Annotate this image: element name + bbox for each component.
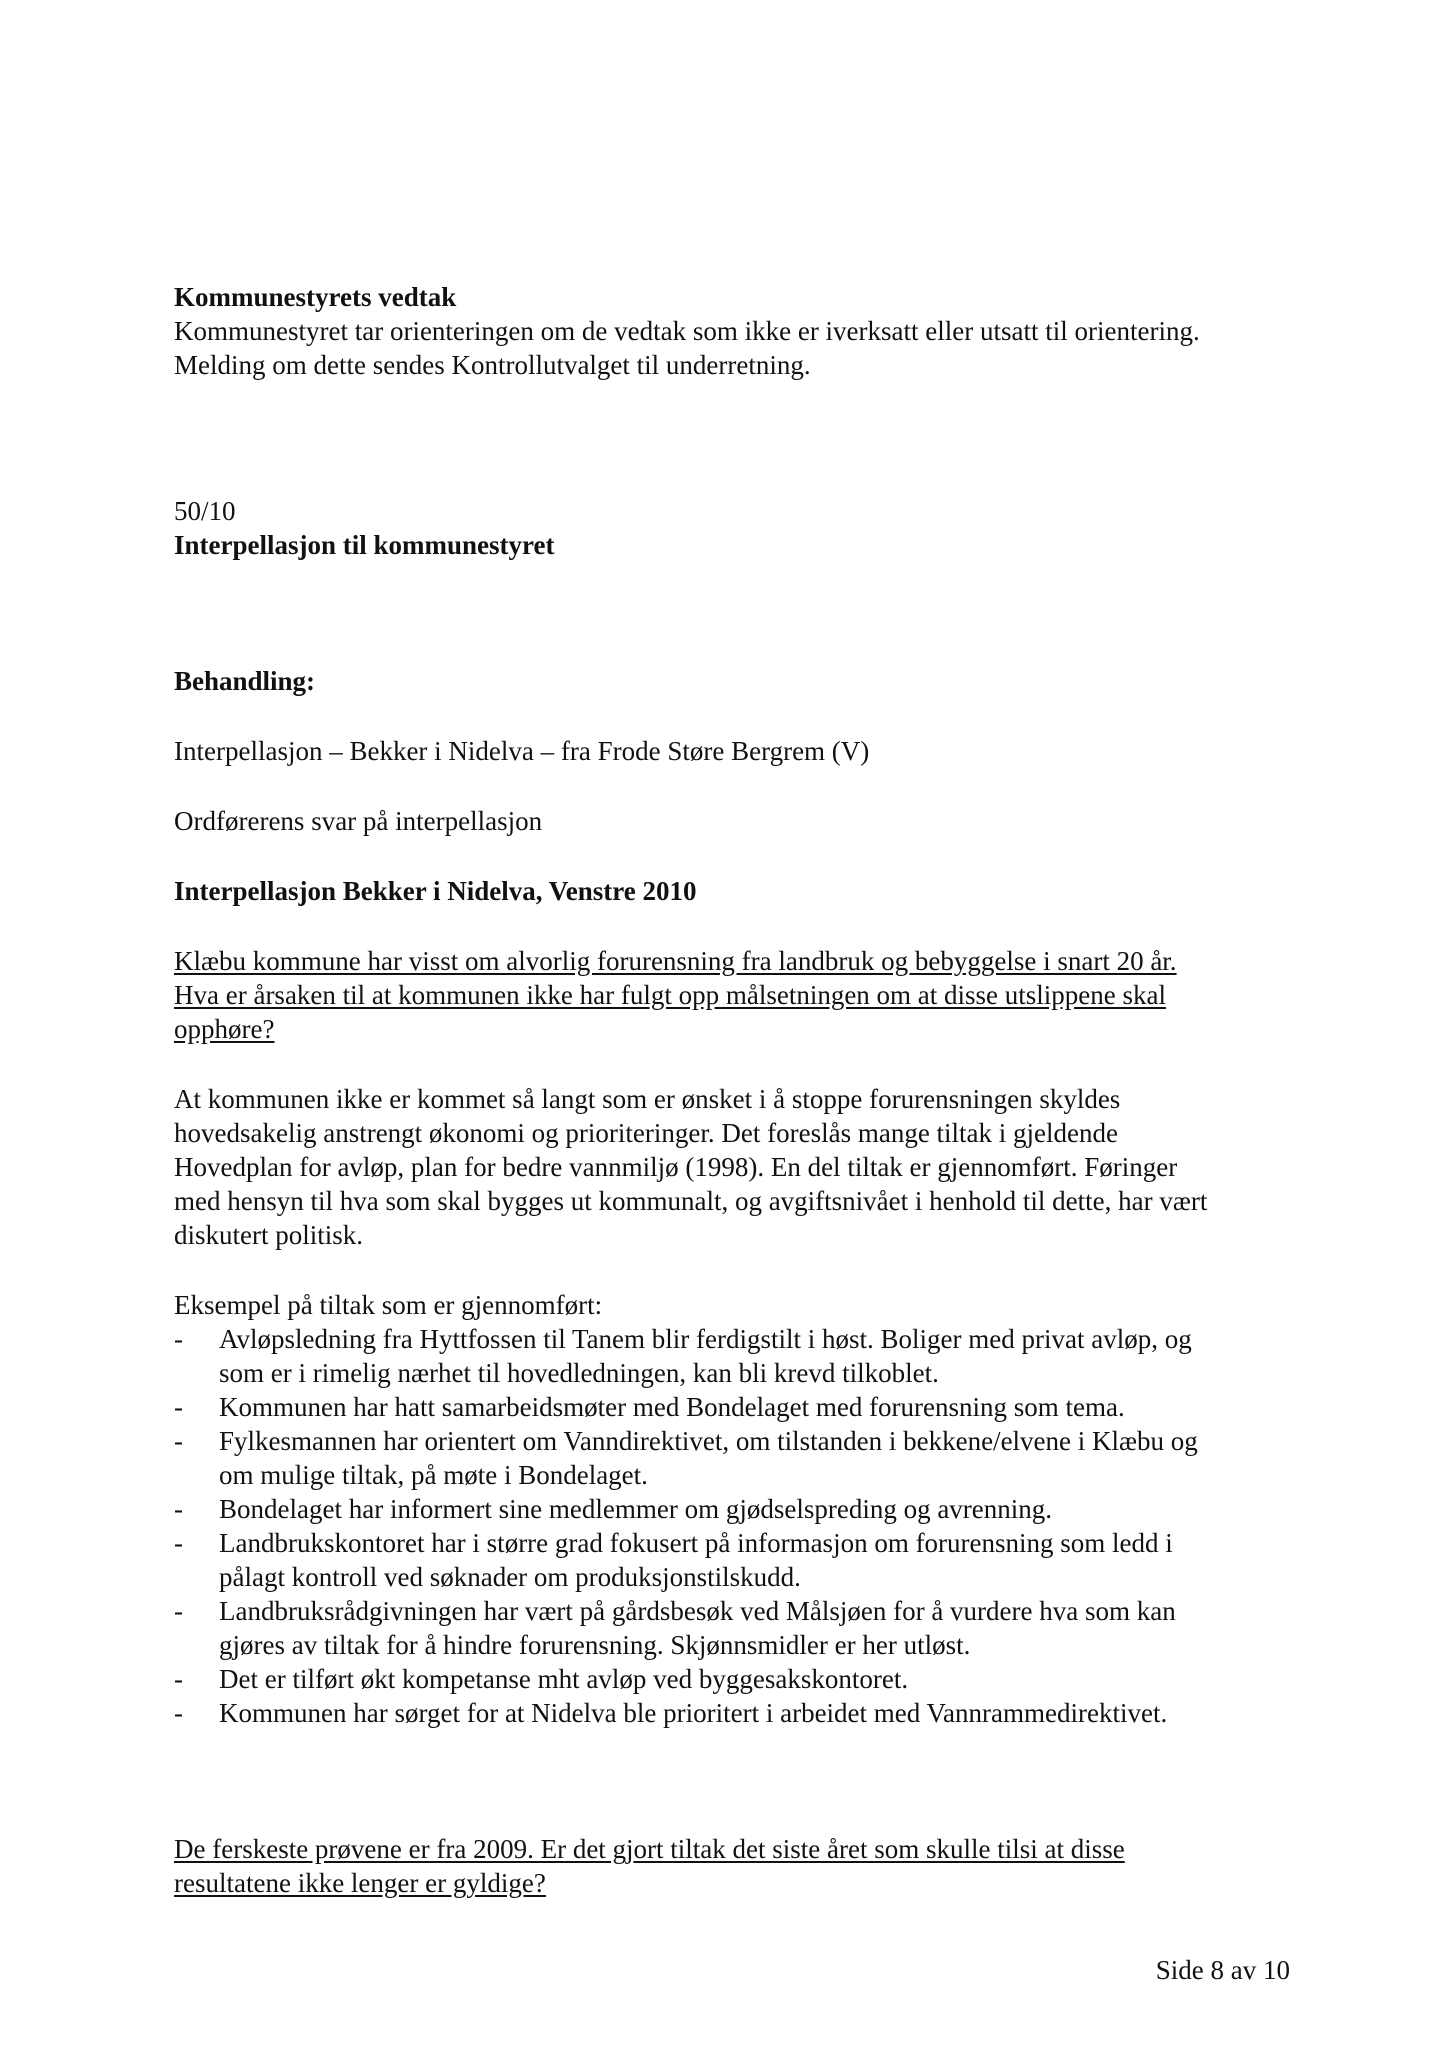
list-item-line: Kommunen har sørget for at Nidelva ble prioritert i arbeidet med Vannrammedirektivet. [219,1698,1168,1728]
case-number: 50/10 [174,496,236,526]
list-item-line: Bondelaget har informert sine medlemmer om gjødselspreding og avrenning. [219,1494,1053,1524]
list-item [174,1526,1294,1594]
spacer [174,768,1294,804]
spacer [174,908,1294,944]
page-content [174,280,1294,1900]
vedtak-line-2: Melding om dette sendes Kontrollutvalget til underretning. [174,350,811,380]
spacer [174,838,1294,874]
question-2 [174,1832,1294,1900]
question-2-line: De ferskeste prøvene er fra 2009. Er det gjort tiltak det siste året som skulle tilsi at disse [174,1834,1125,1864]
list-item-line: om mulige tiltak, på møte i Bondelaget. [219,1460,648,1490]
vedtak-line-1: Kommunestyret tar orienteringen om de vedtak som ikke er iverksatt eller utsatt til orientering. [174,316,1200,346]
spacer [174,1252,1294,1288]
answer-1-line: diskutert politisk. [174,1220,363,1250]
dash-bullet: - [174,1664,183,1694]
question-1-line: Klæbu kommune har visst om alvorlig forurensning fra landbruk og bebyggelse i snart 20 år. [174,946,1177,976]
list-item [174,1322,1294,1390]
list-item [174,1662,1294,1696]
list-item [174,1390,1294,1424]
answer-1-line: med hensyn til hva som skal bygges ut kommunalt, og avgiftsnivået i henhold til dette, har vært [174,1186,1208,1216]
answer-1 [174,1082,1294,1252]
interpellation-intro: Interpellasjon – Bekker i Nidelva – fra Frode Støre Bergrem (V) [174,736,870,766]
list-item-line: gjøres av tiltak for å hindre forurensning. Skjønnsmidler er her utløst. [219,1630,971,1660]
dash-bullet: - [174,1494,183,1524]
dash-bullet: - [174,1324,183,1354]
list-item-line: Kommunen har hatt samarbeidsmøter med Bondelaget med forurensning som tema. [219,1392,1125,1422]
answer-1-line: At kommunen ikke er kommet så langt som er ønsket i å stoppe forurensningen skyldes [174,1084,1121,1114]
spacer [174,382,1294,494]
dash-bullet: - [174,1698,183,1728]
list-item [174,1594,1294,1662]
list-item-line: pålagt kontroll ved søknader om produksjonstilskudd. [219,1562,801,1592]
case-title: Interpellasjon til kommunestyret [174,530,555,560]
vedtak-heading: Kommunestyrets vedtak [174,282,457,312]
question-2-line: resultatene ikke lenger er gyldige? [174,1868,546,1898]
answer-1-line: Hovedplan for avløp, plan for bedre vannmiljø (1998). En del tiltak er gjennomført. Føringer [174,1152,1178,1182]
interpellation-subheading: Interpellasjon Bekker i Nidelva, Venstre 2010 [174,876,697,906]
list-item [174,1492,1294,1526]
list-item [174,1424,1294,1492]
examples-list [174,1322,1294,1730]
list-item-line: Avløpsledning fra Hyttfossen til Tanem blir ferdigstilt i høst. Boliger med privat avløp, og [219,1324,1192,1354]
answer-title: Ordførerens svar på interpellasjon [174,806,543,836]
list-item [174,1696,1294,1730]
dash-bullet: - [174,1426,183,1456]
dash-bullet: - [174,1596,183,1626]
page-number: Side 8 av 10 [1155,1955,1290,1985]
dash-bullet: - [174,1528,183,1558]
list-item-line: som er i rimelig nærhet til hovedledningen, kan bli krevd tilkoblet. [219,1358,939,1388]
examples-intro: Eksempel på tiltak som er gjennomført: [174,1290,603,1320]
list-item-line: Landbrukskontoret har i større grad fokusert på informasjon om forurensning som ledd i [219,1528,1173,1558]
list-item-line: Det er tilført økt kompetanse mht avløp ved byggesakskontoret. [219,1664,909,1694]
list-item-line: Fylkesmannen har orientert om Vanndirektivet, om tilstanden i bekkene/elvene i Klæbu og [219,1426,1198,1456]
spacer [174,1730,1294,1832]
spacer [174,698,1294,734]
spacer [174,1046,1294,1082]
behandling-heading: Behandling: [174,666,316,696]
question-1-line: Hva er årsaken til at kommunen ikke har fulgt opp målsetningen om at disse utslippene skal [174,980,1167,1010]
question-1-line: opphøre? [174,1014,275,1044]
answer-1-line: hovedsakelig anstrengt økonomi og prioriteringer. Det foreslås mange tiltak i gjeldende [174,1118,1118,1148]
spacer [174,562,1294,664]
question-1 [174,944,1294,1046]
list-item-line: Landbruksrådgivningen har vært på gårdsbesøk ved Målsjøen for å vurdere hva som kan [219,1596,1176,1626]
dash-bullet: - [174,1392,183,1422]
